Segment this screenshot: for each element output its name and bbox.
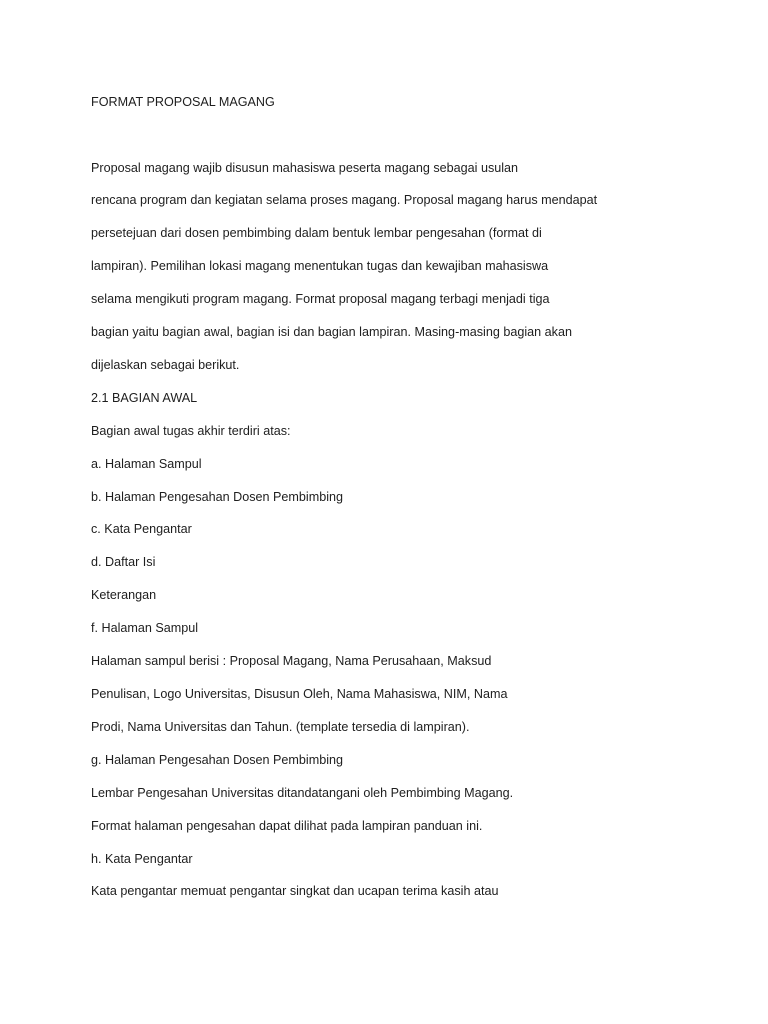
list-item: b. Halaman Pengesahan Dosen Pembimbing bbox=[91, 490, 344, 504]
subsection-heading: f. Halaman Sampul bbox=[91, 621, 199, 635]
paragraph-line: lampiran). Pemilihan lokasi magang menentukan tugas dan kewajiban mahasiswa bbox=[91, 259, 549, 273]
paragraph-line: Penulisan, Logo Universitas, Disusun Oleh, Nama Mahasiswa, NIM, Nama bbox=[91, 687, 508, 701]
paragraph-line: Format halaman pengesahan dapat dilihat pada lampiran panduan ini. bbox=[91, 819, 483, 833]
list-item: a. Halaman Sampul bbox=[91, 457, 202, 471]
list-item: d. Daftar Isi bbox=[91, 555, 156, 569]
document-title: FORMAT PROPOSAL MAGANG bbox=[91, 95, 275, 109]
paragraph-line: Prodi, Nama Universitas dan Tahun. (template tersedia di lampiran). bbox=[91, 720, 470, 734]
keterangan-label: Keterangan bbox=[91, 588, 157, 602]
paragraph-line: Lembar Pengesahan Universitas ditandatangani oleh Pembimbing Magang. bbox=[91, 786, 514, 800]
subsection-heading: h. Kata Pengantar bbox=[91, 852, 193, 866]
section-heading: 2.1 BAGIAN AWAL bbox=[91, 391, 198, 405]
paragraph-line: persetejuan dari dosen pembimbing dalam bentuk lembar pengesahan (format di bbox=[91, 226, 542, 240]
paragraph-line: Kata pengantar memuat pengantar singkat dan ucapan terima kasih atau bbox=[91, 884, 499, 898]
paragraph-line: Halaman sampul berisi : Proposal Magang, Nama Perusahaan, Maksud bbox=[91, 654, 492, 668]
paragraph-line: selama mengikuti program magang. Format proposal magang terbagi menjadi tiga bbox=[91, 292, 550, 306]
paragraph-line: rencana program dan kegiatan selama proses magang. Proposal magang harus mendapat bbox=[91, 193, 598, 207]
subsection-heading: g. Halaman Pengesahan Dosen Pembimbing bbox=[91, 753, 344, 767]
paragraph-line: dijelaskan sebagai berikut. bbox=[91, 358, 240, 372]
list-item: c. Kata Pengantar bbox=[91, 522, 192, 536]
section-intro: Bagian awal tugas akhir terdiri atas: bbox=[91, 424, 291, 438]
paragraph-line: Proposal magang wajib disusun mahasiswa peserta magang sebagai usulan bbox=[91, 161, 519, 175]
paragraph-line: bagian yaitu bagian awal, bagian isi dan bagian lampiran. Masing-masing bagian akan bbox=[91, 325, 572, 339]
